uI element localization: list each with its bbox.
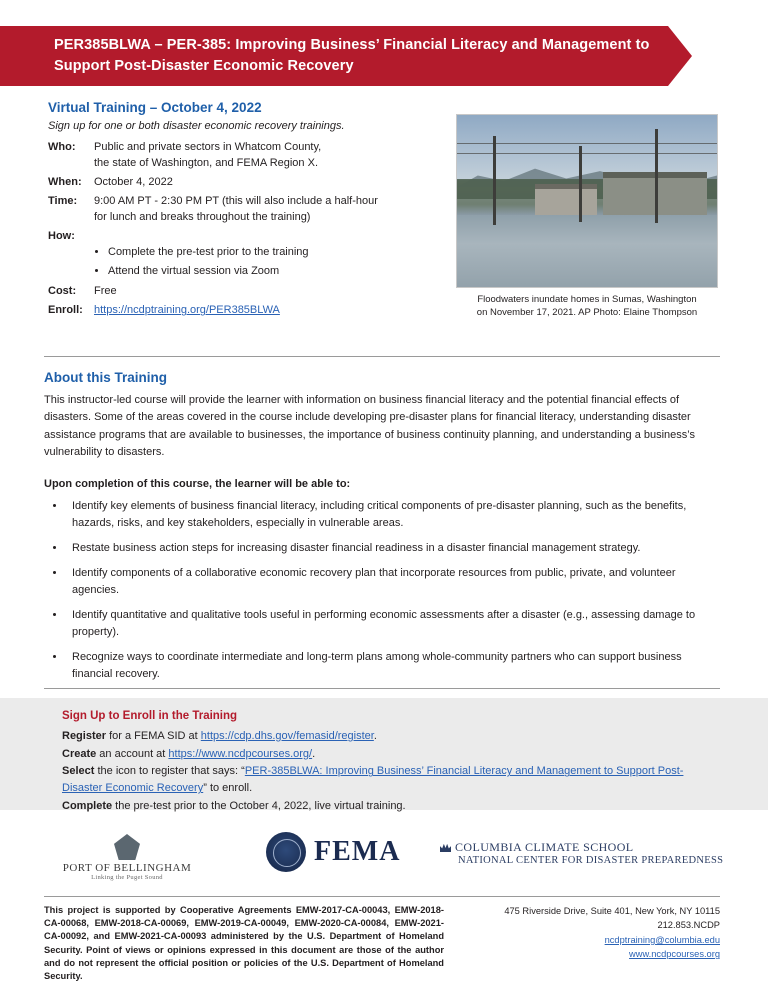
photo-block: [456, 114, 718, 320]
who-value: [94, 140, 448, 172]
time-value: [94, 194, 448, 226]
ccs-name-text: COLUMBIA CLIMATE SCHOOL: [455, 840, 634, 854]
fema-logo: [266, 832, 400, 872]
divider-bottom: [44, 688, 720, 689]
signup-step-3: [62, 763, 722, 796]
signup-section: [0, 698, 768, 810]
signup-step-1-text: for a FEMA SID at: [106, 730, 201, 742]
who-label: Who:: [48, 141, 76, 153]
flood-photo: [456, 114, 718, 288]
signup-step-4-text: the pre-test prior to the October 4, 2022, live virtual training.: [112, 799, 406, 812]
cost-value: Free: [94, 285, 117, 298]
photo-caption-line-2: on November 17, 2021. AP Photo: Elaine Thompson: [476, 306, 698, 318]
signup-step-3-end: ” to enroll.: [203, 782, 253, 795]
about-paragraph: This instructor-led course will provide the learner with information on business financial literacy and the potential financial effects of disasters. Some of the areas covered in the course include developing pre-disaster plans for financial literacy, understanding disaster assistance programs that are available to businesses, the importance of business continuity planning, and understanding a business’s vulnerability to disasters.: [44, 394, 696, 459]
how-list: [48, 245, 448, 280]
when-value: October 4, 2022: [94, 175, 173, 188]
footer-website-link[interactable]: www.ncdpcourses.org: [629, 949, 720, 960]
signup-step-3-verb: Select: [62, 765, 95, 778]
objectives-list: [44, 498, 724, 683]
port-of-bellingham-logo: [52, 834, 202, 881]
photo-caption-line-1: Floodwaters inundate homes in Sumas, Washington: [477, 294, 697, 305]
ncdpcourses-link[interactable]: https://www.ncdpcourses.org/: [168, 747, 313, 760]
footer-email-link[interactable]: ncdptraining@columbia.edu: [604, 934, 720, 945]
about-section: [44, 370, 724, 691]
time-row: [48, 194, 448, 226]
objectives-intro: Upon completion of this course, the learner will be able to:: [44, 477, 351, 490]
training-details: [48, 100, 448, 322]
signup-step-2-end: .: [312, 747, 316, 760]
enroll-label: Enroll:: [48, 304, 83, 317]
time-line-1: 9:00 AM PT - 2:30 PM PT (this will also include a half-hour: [94, 194, 378, 207]
objective-item: • Identify components of a collaborative economic recovery plan that incorporate resources from public, private, and volunteer agencies.: [66, 565, 724, 599]
banner-bar: [0, 26, 668, 86]
signup-step-1-end: .: [373, 730, 377, 742]
ncdp-name: NATIONAL CENTER FOR DISASTER PREPAREDNESS: [458, 855, 724, 866]
objective-item: • Identify key elements of business financial literacy, including critical components of pre-disaster planning, such as the benefits, hazards, risks, and key stakeholders, especially in vulnerable areas.: [66, 498, 724, 532]
divider-top: [44, 356, 720, 357]
photo-caption: [456, 294, 718, 320]
how-label: How:: [48, 229, 75, 242]
objective-item: • Restate business action steps for increasing disaster financial readiness in a disaster financial management strategy.: [66, 540, 724, 557]
ccs-name: [440, 840, 723, 855]
enroll-value: [94, 303, 448, 319]
footer-contact: [430, 904, 720, 962]
time-line-2: for lunch and breaks throughout the training): [94, 210, 311, 223]
signup-step-2: [62, 746, 722, 763]
about-heading: About this Training: [44, 370, 167, 385]
how-item: • Complete the pre-test prior to the training: [108, 245, 448, 260]
when-label: When:: [48, 175, 82, 188]
signup-step-3-text: the icon to register that says: “: [94, 765, 245, 778]
footer-disclaimer: This project is supported by Cooperative Agreements EMW-2017-CA-00043, EMW-2018-CA-00068, EMW-2018-CA-00069, EMW-2019-CA-00049, EMW-2020-CA-00084, EMW-2021-CA-00092, and EMW-2021-CA-00093 administered by the U.S. Department of Homeland Security. Point of views or opinions expressed in this document are those of the author and do not represent the official position or policies of the U.S. Department of Homeland Security.: [44, 905, 444, 981]
photo-utility-pole: [579, 146, 582, 222]
footer-phone: 212.853.NCDP: [657, 920, 720, 931]
objective-item: • Identify quantitative and qualitative tools useful in performing economic assessments after a disaster (e.g., assessing damage to property).: [66, 607, 724, 641]
course-registration-link[interactable]: PER-385BLWA: Improving Business’ Financial Literacy and Management to Support Post-Disaster Economic Recovery: [62, 765, 684, 795]
time-label: Time:: [48, 194, 78, 207]
cost-label: Cost:: [48, 285, 77, 298]
footer-address: 475 Riverside Drive, Suite 401, New York, NY 10115: [504, 906, 720, 916]
enroll-link[interactable]: https://ncdptraining.org/PER385BLWA: [94, 304, 280, 317]
photo-utility-pole: [493, 136, 496, 225]
objective-item: • Recognize ways to coordinate intermediate and long-term plans among whole-community partners who can support business financial recovery.: [66, 649, 724, 683]
who-row: [48, 140, 448, 172]
fema-seal-icon: [266, 832, 306, 872]
enroll-row: [48, 303, 448, 319]
signup-step-1: [62, 728, 722, 745]
virtual-training-heading: Virtual Training – October 4, 2022: [48, 100, 262, 115]
banner-arrow-shape: [668, 26, 692, 86]
logo-row: [0, 826, 768, 890]
virtual-training-subheading: Sign up for one or both disaster economic recovery trainings.: [48, 120, 345, 132]
photo-floodwater: [457, 215, 717, 287]
who-line-2: the state of Washington, and FEMA Region X.: [94, 156, 318, 169]
cost-row: [48, 284, 448, 300]
header-banner: [0, 26, 708, 86]
when-row: [48, 175, 448, 191]
port-of-bellingham-tagline: Linking the Puget Sound: [91, 874, 163, 881]
signup-step-4: [62, 798, 722, 815]
fema-wordmark: FEMA: [314, 836, 401, 867]
signup-step-2-text: an account at: [96, 747, 169, 760]
signup-step-4-verb: Complete: [62, 799, 113, 812]
columbia-crown-icon: [440, 843, 451, 852]
signup-step-2-verb: Create: [62, 747, 97, 760]
femasid-link[interactable]: https://cdp.dhs.gov/femasid/register: [200, 730, 374, 742]
signup-heading: Sign Up to Enroll in the Training: [62, 710, 238, 722]
port-of-bellingham-icon: [114, 834, 140, 860]
port-of-bellingham-name: PORT OF BELLINGHAM: [62, 862, 192, 874]
photo-utility-pole: [655, 129, 658, 224]
columbia-climate-school-logo: [440, 840, 723, 866]
how-item: • Attend the virtual session via Zoom: [108, 264, 448, 279]
signup-step-1-verb: Register: [62, 730, 107, 742]
footer-divider: [44, 896, 720, 897]
who-line-1: Public and private sectors in Whatcom County,: [94, 141, 322, 153]
course-title: PER385BLWA – PER-385: Improving Business’ Financial Literacy and Management to Support Post-Disaster Economic Recovery: [54, 37, 650, 74]
